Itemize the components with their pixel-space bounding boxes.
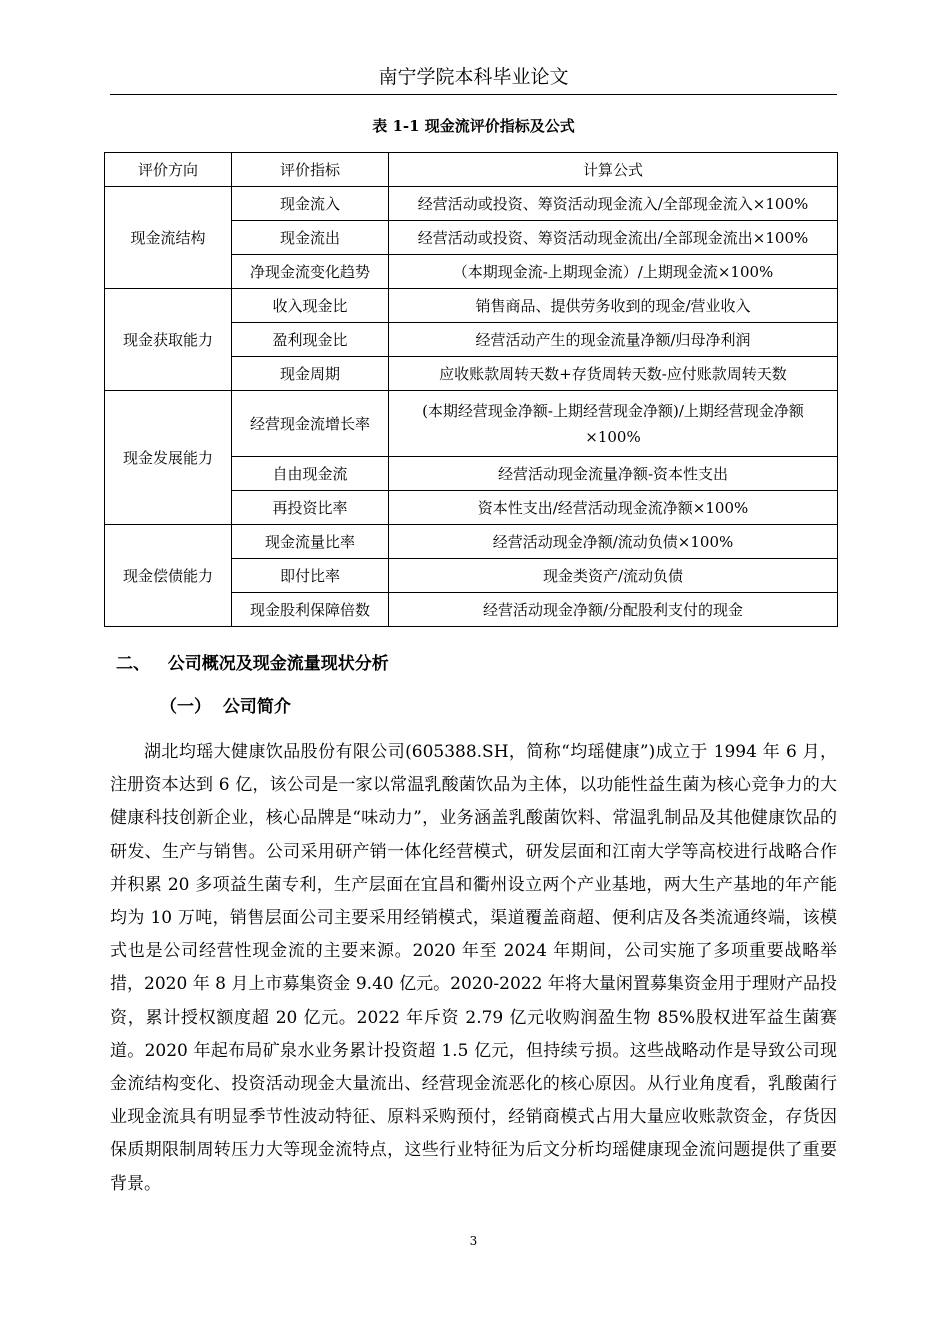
indicator-cell: 收入现金比 — [232, 289, 389, 323]
formula-cell: 经营活动产生的现金流量净额/归母净利润 — [389, 323, 838, 357]
direction-cell: 现金流结构 — [105, 187, 232, 289]
table-row — [105, 289, 838, 323]
company-overview-paragraph: 湖北均瑶大健康饮品股份有限公司(605388.SH，简称“均瑶健康”)成立于 1994 年 6 月，注册资本达到 6 亿，该公司是一家以常温乳酸菌饮品为主体，以功能性益生菌为核心竞争力的大健康科技创新企业，核心品牌是“味动力”，业务涵盖乳酸菌饮料、常温乳制品及其他健康饮品的研发、生产与销售。公司采用研产销一体化经营模式，研发层面和江南大学等高校进行战略合作并积累 20 多项益生菌专利，生产层面在宜昌和衢州设立两个产业基地，两大生产基地的年产能均为 10 万吨，销售层面公司主要采用经销模式，渠道覆盖商超、便利店及各类流通终端，该模式也是公司经营性现金流的主要来源。2020 年至 2024 年期间，公司实施了多项重要战略举措，2020 年 8 月上市募集资金 9.40 亿元。2020-2022 年将大量闲置募集资金用于理财产品投资，累计授权额度超 20 亿元。2022 年斥资 2.79 亿元收购润盈生物 85%股权进军益生菌赛道。2020 年起布局矿泉水业务累计投资超 1.5 亿元，但持续亏损。这些战略动作是导致公司现金流结构变化、投资活动现金大量流出、经营现金流恶化的核心原因。从行业角度看，乳酸菌行业现金流具有明显季节性波动特征、原料采购预付，经销商模式占用大量应收账款资金，存货因保质期限制周转压力大等现金流特点，这些行业特征为后文分析均瑶健康现金流问题提供了重要背景。 — [110, 742, 837, 1194]
direction-cell: 现金发展能力 — [105, 391, 232, 525]
indicator-cell: 再投资比率 — [232, 491, 389, 525]
direction-cell: 现金偿债能力 — [105, 525, 232, 627]
header-rule — [110, 94, 837, 95]
formula-cell: (本期经营现金净额-上期经营现金净额)/上期经营现金净额×100% — [389, 391, 838, 457]
formula-cell: 现金类资产/流动负债 — [389, 559, 838, 593]
section-heading: 二、 公司概况及现金流量现状分析 — [116, 654, 389, 674]
formula-cell: 经营活动现金流量净额-资本性支出 — [389, 457, 838, 491]
indicator-cell: 经营现金流增长率 — [232, 391, 389, 457]
indicator-cell: 现金周期 — [232, 357, 389, 391]
header-cell-indicator: 评价指标 — [232, 153, 389, 187]
indicator-cell: 现金流出 — [232, 221, 389, 255]
indicator-cell: 现金流量比率 — [232, 525, 389, 559]
subsection-heading: （一） 公司简介 — [160, 697, 291, 717]
formula-cell: 应收账款周转天数+存货周转天数-应付账款周转天数 — [389, 357, 838, 391]
cash-flow-metrics-table — [104, 152, 838, 627]
formula-cell: 经营活动现金净额/分配股利支付的现金 — [389, 593, 838, 627]
header-cell-direction: 评价方向 — [105, 153, 232, 187]
indicator-cell: 盈利现金比 — [232, 323, 389, 357]
header-cell-formula: 计算公式 — [389, 153, 838, 187]
formula-cell: 经营活动现金净额/流动负债×100% — [389, 525, 838, 559]
table-caption: 表 1-1 现金流评价指标及公式 — [372, 117, 575, 135]
formula-cell: （本期现金流-上期现金流）/上期现金流×100% — [389, 255, 838, 289]
page-header-title: 南宁学院本科毕业论文 — [378, 66, 569, 88]
indicator-cell: 净现金流变化趋势 — [232, 255, 389, 289]
formula-cell: 经营活动或投资、筹资活动现金流出/全部现金流出×100% — [389, 221, 838, 255]
formula-cell: 经营活动或投资、筹资活动现金流入/全部现金流入×100% — [389, 187, 838, 221]
indicator-cell: 即付比率 — [232, 559, 389, 593]
indicator-cell: 现金流入 — [232, 187, 389, 221]
table-header-row — [105, 153, 838, 187]
table-row — [105, 391, 838, 457]
formula-cell: 销售商品、提供劳务收到的现金/营业收入 — [389, 289, 838, 323]
formula-cell: 资本性支出/经营活动现金流净额×100% — [389, 491, 838, 525]
table-row — [105, 525, 838, 559]
indicator-cell: 现金股利保障倍数 — [232, 593, 389, 627]
direction-cell: 现金获取能力 — [105, 289, 232, 391]
table-row — [105, 187, 838, 221]
indicator-cell: 自由现金流 — [232, 457, 389, 491]
page-number: 3 — [469, 1234, 478, 1248]
